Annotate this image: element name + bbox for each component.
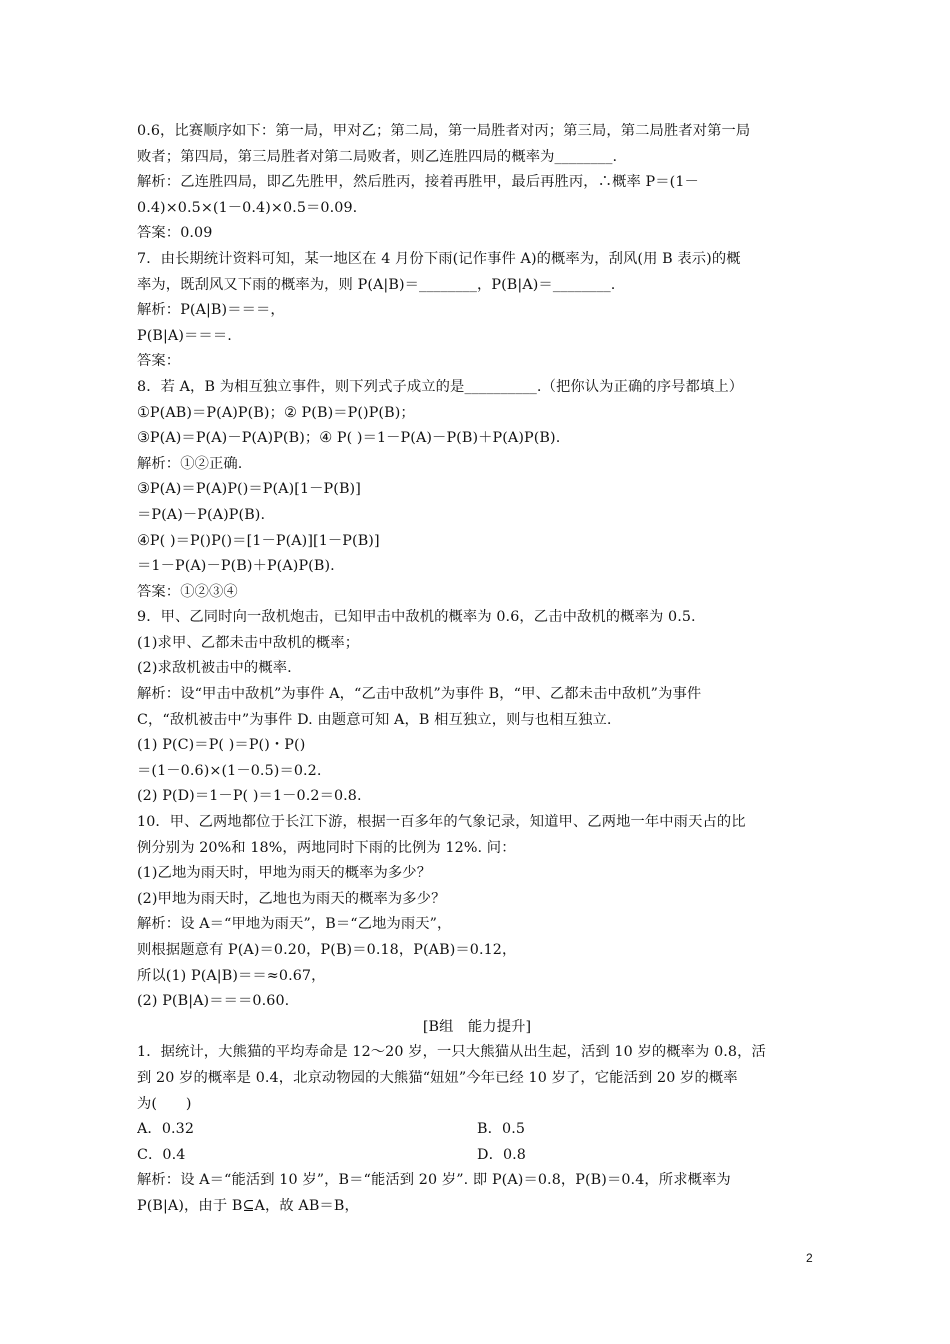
text-line: 解析：设“甲击中敌机”为事件 A，“乙击中敌机”为事件 B，“甲、乙都未击中敌机”为事件: [137, 686, 702, 703]
text-line: ③P(A)＝P(A)P()＝P(A)[1－P(B)]: [137, 481, 361, 498]
answer-option: C．0.4: [137, 1146, 186, 1163]
problem-block-1: [137, 119, 817, 1015]
text-line: (1)乙地为雨天时，甲地为雨天的概率为多少？: [137, 865, 432, 882]
text-line: 解析：设 A＝“甲地为雨天”，B＝“乙地为雨天”，: [137, 916, 452, 933]
text-line: (2) P(B|A)＝＝＝0.60.: [137, 993, 290, 1010]
problem-block-2: [137, 1040, 817, 1117]
text-line: ＝(1－0.6)×(1－0.5)＝0.2.: [137, 762, 322, 779]
text-line: 到 20 岁的概率是 0.4，北京动物园的大熊猫“妞妞”今年已经 10 岁了，它能活到 20 岁的概率: [137, 1069, 738, 1086]
text-line: 败者；第四局，第三局胜者对第二局败者，则乙连胜四局的概率为________.: [137, 148, 618, 165]
option-row: [137, 1117, 817, 1143]
text-line: P(B|A)，由于 B⊆A，故 AB＝B，: [137, 1197, 359, 1214]
text-line: ④P( )＝P()P()＝[1－P(A)][1－P(B)]: [137, 532, 380, 549]
text-line: ＝1－P(A)－P(B)＋P(A)P(B).: [137, 558, 335, 575]
text-line: 率为，既刮风又下雨的概率为，则 P(A|B)＝________，P(B|A)＝________.: [137, 276, 616, 293]
text-line: 解析：乙连胜四局，即乙先胜甲，然后胜丙，接着再胜甲，最后再胜丙，∴概率 P＝(1－: [137, 174, 699, 191]
text-line: (1)求甲、乙都未击中敌机的概率；: [137, 634, 360, 651]
text-line: P(B|A)＝＝＝.: [137, 327, 232, 344]
text-line: 7．由长期统计资料可知，某一地区在 4 月份下雨(记作事件 A)的概率为，刮风(用 B 表示)的概: [137, 250, 741, 267]
text-line: 所以(1) P(A|B)＝＝≈0.67，: [137, 967, 326, 984]
text-line: 例分别为 20%和 18%，两地同时下雨的比例为 12%. 问：: [137, 839, 516, 856]
section-title: [B组 能力提升]: [422, 1018, 532, 1035]
text-line: C，“敌机被击中”为事件 D. 由题意可知 A，B 相互独立，则与也相互独立.: [137, 711, 612, 728]
text-line: 0.6，比赛顺序如下：第一局，甲对乙；第二局，第一局胜者对丙；第三局，第二局胜者对第一局: [137, 123, 751, 139]
text-line: 答案：0.09: [137, 225, 213, 242]
text-line: ＝P(A)－P(A)P(B).: [137, 506, 266, 523]
text-line: 为( ): [137, 1095, 192, 1112]
text-line: 8．若 A，B 为相互独立事件，则下列式子成立的是__________.（把你认为正确的序号都填上）: [137, 378, 744, 395]
text-line: 答案：: [137, 353, 181, 370]
answer-option: B．0.5: [477, 1121, 526, 1138]
text-line: (2)求敌机被击中的概率.: [137, 660, 292, 677]
page-content: [137, 119, 817, 1220]
answer-option: D．0.8: [477, 1146, 526, 1163]
text-line: 10．甲、乙两地都位于长江下游，根据一百多年的气象记录，知道甲、乙两地一年中雨天占的比: [137, 814, 746, 831]
text-line: ③P(A)＝P(A)－P(A)P(B)；④ P( )＝1－P(A)－P(B)＋P(A)P(B).: [137, 430, 561, 447]
text-line: 1．据统计，大熊猫的平均寿命是 12～20 岁，一只大熊猫从出生起，活到 10 岁的概率为 0.8，活: [137, 1044, 766, 1061]
text-line: 则根据题意有 P(A)＝0.20，P(B)＝0.18，P(AB)＝0.12，: [137, 942, 517, 958]
text-line: (2)甲地为雨天时，乙地也为雨天的概率为多少？: [137, 890, 446, 907]
answer-options: [137, 1117, 817, 1168]
text-line: 解析：①②正确.: [137, 455, 243, 472]
answer-option: A．0.32: [137, 1121, 195, 1138]
text-line: 答案：①②③④: [137, 583, 238, 600]
option-row: [137, 1143, 817, 1169]
text-line: ①P(AB)＝P(A)P(B)；② P(B)＝P()P(B)；: [137, 404, 415, 421]
text-line: (1) P(C)＝P( )＝P()・P(): [137, 737, 306, 754]
text-line: 解析：设 A＝“能活到 10 岁”，B＝“能活到 20 岁”. 即 P(A)＝0.8，P(B)＝0.4，所求概率为: [137, 1172, 731, 1189]
text-line: 9．甲、乙同时向一敌机炮击，已知甲击中敌机的概率为 0.6，乙击中敌机的概率为 0.5.: [137, 609, 696, 626]
text-line: (2) P(D)＝1－P( )＝1－0.2＝0.8.: [137, 788, 362, 805]
text-line: 0.4)×0.5×(1－0.4)×0.5＝0.09.: [137, 199, 358, 216]
text-line: 解析：P(A|B)＝＝＝，: [137, 302, 285, 319]
page-number: 2: [806, 1251, 813, 1265]
problem-block-3: [137, 1168, 817, 1219]
